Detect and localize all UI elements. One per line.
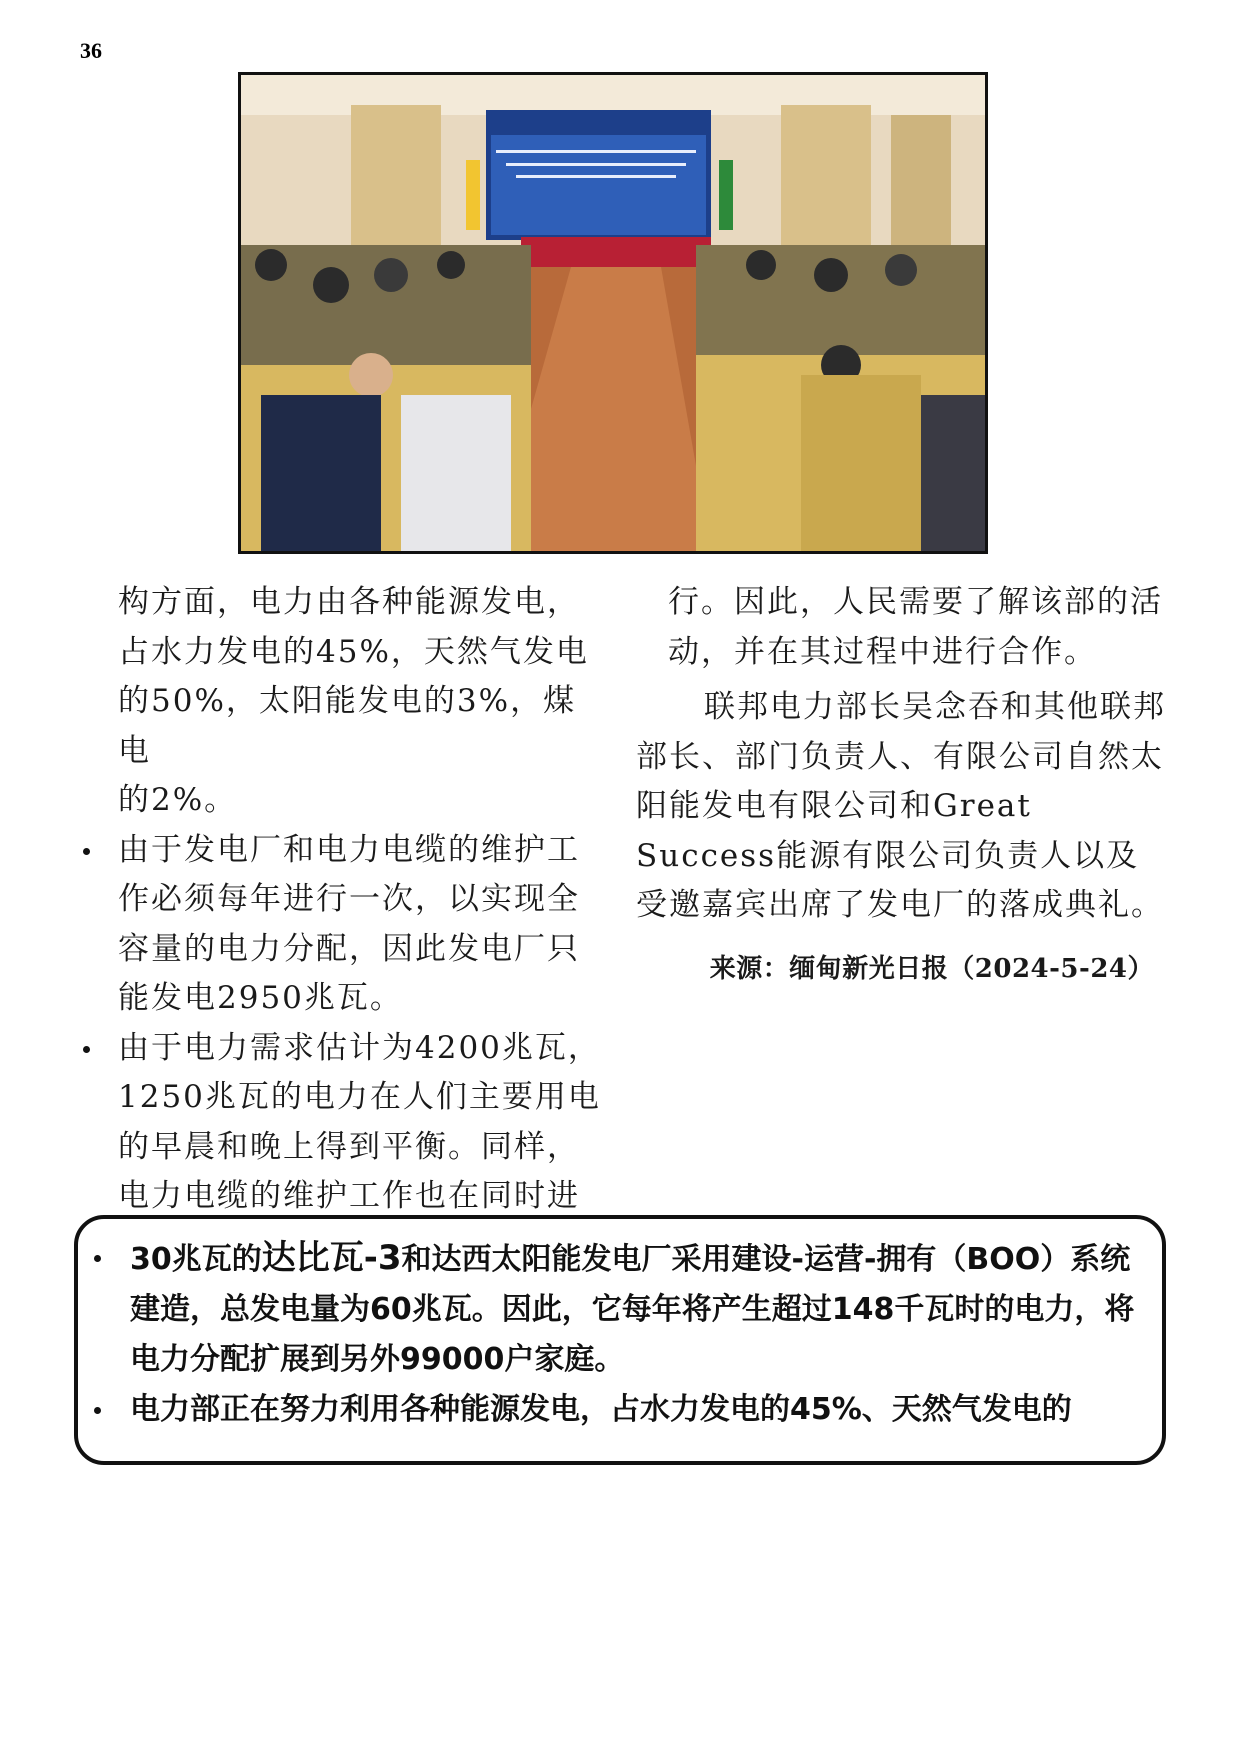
conference-photo bbox=[238, 72, 988, 554]
bullet-maintenance: 由于发电厂和电力电缆的维护工作必须每年进行一次，以实现全容量的电力分配，因此发电厂只能发电2950兆瓦。 bbox=[86, 826, 606, 1024]
summary-prefix: 30兆瓦的 bbox=[130, 1242, 262, 1277]
intro-line: 的2%。 bbox=[118, 782, 238, 818]
intro-line: 占水力发电的45%，天然气发电 bbox=[118, 633, 589, 670]
summary-bullet-1 bbox=[130, 1233, 1144, 1385]
summary-box bbox=[74, 1215, 1166, 1465]
page-number: 36 bbox=[80, 38, 102, 63]
summary-bullet-2: 电力部正在努力利用各种能源发电，占水力发电的45%、天然气发电的 bbox=[130, 1385, 1144, 1435]
right-column bbox=[636, 578, 1166, 994]
intro-line: 的50%，太阳能发电的3%，煤电 bbox=[118, 683, 577, 769]
intro-line: 构方面，电力由各种能源发电， bbox=[118, 584, 580, 620]
bullet-demand: 由于电力需求估计为4200兆瓦，1250兆瓦的电力在人们主要用电的早晨和晚上得到平衡。同样，电力电缆的维护工作也在同时进 bbox=[86, 1024, 606, 1222]
left-column bbox=[86, 578, 606, 1222]
ceremony-paragraph: 联邦电力部长吴念吞和其他联邦部长、部门负责人、有限公司自然太阳能发电有限公司和Great Success能源有限公司负责人以及受邀嘉宾出席了发电厂的落成典礼。 bbox=[636, 689, 1166, 923]
summary-highlight: 达比瓦-3 bbox=[261, 1238, 402, 1278]
source-citation: 来源：缅甸新光日报（2024-5-24） bbox=[709, 953, 1154, 984]
summary-rest: 和达西太阳能发电厂采用建设-运营-拥有（BOO）系统建造，总发电量为60兆瓦。因此，它每年将产生超过148千瓦时的电力，将电力分配扩展到另外99000户家庭。 bbox=[130, 1242, 1135, 1377]
continuation-text: 行。因此，人民需要了解该部的活动，并在其过程中进行合作。 bbox=[668, 584, 1163, 670]
